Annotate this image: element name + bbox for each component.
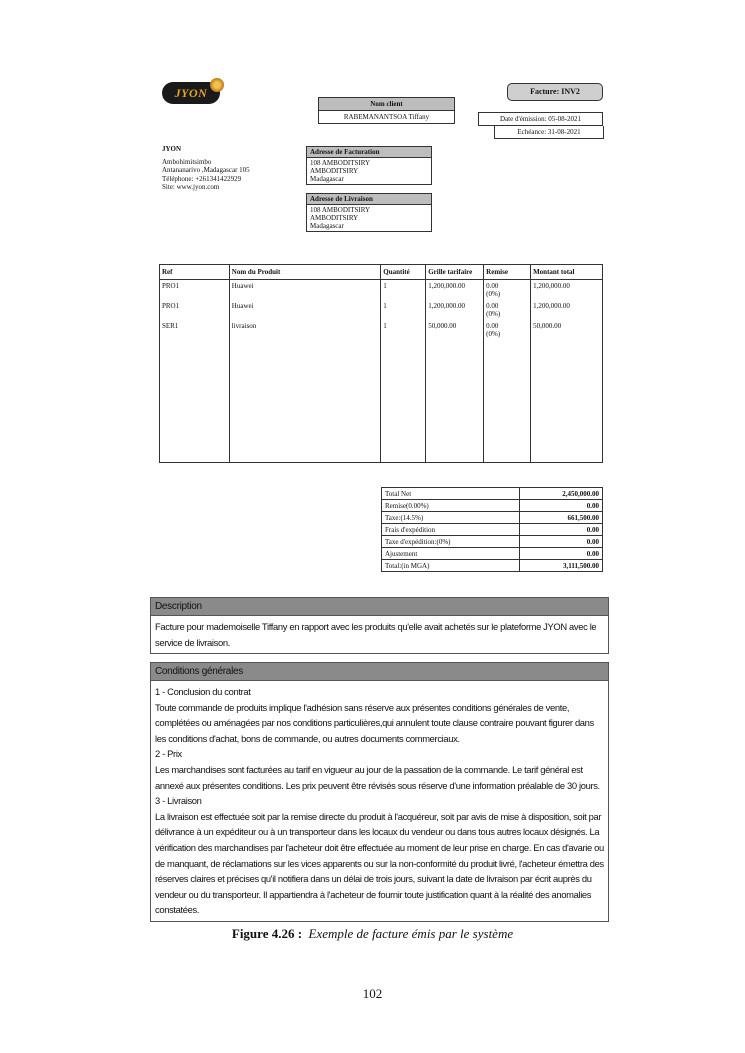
total-row [382, 500, 603, 512]
table-row [160, 300, 603, 320]
total-row [382, 560, 603, 572]
description-text: Facture pour mademoiselle Tiffany en rapport avec les produits qu'elle avait achetés sur le plateforme JYON avec le service de livraison. [155, 621, 597, 648]
conditions-header: Conditions générales [151, 663, 608, 681]
column-header: Montant total [531, 265, 603, 280]
item-qty: 1 [381, 300, 426, 320]
company-line: Antananarivo ,Madagascar 105 [162, 166, 250, 174]
item-total: 1,200,000.00 [531, 280, 603, 301]
total-value: 661,500.00 [519, 512, 602, 524]
item-discount-value: 0.00 [486, 322, 499, 330]
invoice-number-badge: Facture: INV2 [507, 83, 603, 101]
table-filler-row [160, 340, 603, 463]
item-discount-value: 0.00 [486, 282, 499, 290]
item-total: 1,200,000.00 [531, 300, 603, 320]
item-name: Huawei [229, 280, 381, 301]
totals-table [381, 487, 603, 572]
condition-title: 1 - Conclusion du contrat [155, 686, 251, 697]
table-row [160, 320, 603, 340]
item-qty: 1 [381, 320, 426, 340]
total-row [382, 548, 603, 560]
client-name: RABEMANANTSOA Tiffany [343, 113, 430, 121]
item-discount-pct: (0%) [486, 290, 501, 298]
total-value: 0.00 [519, 536, 602, 548]
total-label: Total Net [382, 488, 520, 500]
shipping-address [306, 193, 432, 232]
item-qty: 1 [381, 280, 426, 301]
item-total: 50,000.00 [531, 320, 603, 340]
billing-address [306, 146, 432, 185]
item-price: 1,200,000.00 [426, 280, 484, 301]
condition-title: 3 - Livraison [155, 795, 202, 807]
company-name: JYON [162, 145, 182, 153]
total-label: Frais d'expédition [382, 524, 520, 536]
billing-line: AMBODITSIRY [310, 167, 359, 175]
shipping-header: Adresse de Livraison [307, 194, 431, 205]
total-label: Taxe d'expédition:(0%) [382, 536, 520, 548]
item-ref: PRO1 [160, 280, 230, 301]
company-info [162, 145, 250, 192]
conditions-section [150, 662, 609, 922]
column-header: Grille tarifaire [426, 265, 484, 280]
sun-icon [210, 78, 224, 92]
condition-text: La livraison est effectuée soit par la remise directe du produit à l'acquéreur, soit par avis de mise à disposition, soit par délivrance à un expéditeur ou à un transporteur dans les locaux du vendeur ou dans tous autres locaux désignés. La vérification des marchandises par l'acheteur doit être effectuée au moment de leur prise en charge. En cas d'avarie ou de manquant, de réclamations sur les vices apparents ou sur la non-conformité du produit livré, l'acheteur émettra des réserves claires et précises qu'il notifiera dans un délai de trois jours, suivant la date de livraison par écrit auprès du vendeur ou du transporteur. Il appartiendra à l'acheteur de fournir toute justification quant à la réalité des anomalies constatées. [155, 810, 604, 916]
description-header: Description [151, 598, 608, 616]
column-header: Ref [160, 265, 230, 280]
condition-text: Toute commande de produits implique l'adhésion sans réserve aux présentes conditions générales de vente, complétées ou aménagées par nos conditions particulières,qui annulent toute clause contraire pouvant figurer dans les conditions d'achat, bons de commande, ou autres documents commerciaux. [155, 701, 594, 744]
item-ref: PRO1 [160, 300, 230, 320]
item-ref: SER1 [160, 320, 230, 340]
total-value: 0.00 [519, 548, 602, 560]
company-line: Site: www.jyon.com [162, 183, 220, 191]
total-row [382, 536, 603, 548]
billing-line: Madagascar [310, 175, 344, 183]
billing-header: Adresse de Facturation [307, 147, 431, 158]
client-header: Nom client [319, 98, 454, 111]
item-discount [484, 320, 531, 340]
client-box [318, 97, 455, 124]
item-name: Huawei [229, 300, 381, 320]
invoice-dates [478, 112, 603, 139]
total-value: 0.00 [519, 500, 602, 512]
item-discount-pct: (0%) [486, 310, 501, 318]
item-discount-value: 0.00 [486, 302, 499, 310]
total-label: Ajustement [382, 548, 520, 560]
logo-text: JYON [174, 85, 208, 100]
total-label: Taxe:(14.5%) [382, 512, 520, 524]
item-price: 50,000.00 [426, 320, 484, 340]
figure-caption [0, 926, 745, 942]
due-date: Echéance: 31-08-2021 [494, 126, 604, 139]
items-header-row [160, 265, 603, 280]
column-header: Remise [484, 265, 531, 280]
caption-text: Exemple de facture émis par le système [308, 926, 514, 941]
condition-title: 2 - Prix [155, 748, 182, 760]
company-line: Ambohimitsimbo [162, 157, 212, 166]
total-value: 0.00 [519, 524, 602, 536]
total-row [382, 488, 603, 500]
company-line: Téléphone: +261341422929 [162, 174, 242, 183]
total-row [382, 512, 603, 524]
item-discount [484, 300, 531, 320]
total-label: Total:(in MGA) [382, 560, 520, 572]
caption-label: Figure 4.26 : [231, 926, 303, 941]
condition-text: Les marchandises sont facturées au tarif en vigueur au jour de la passation de la commande. Le tarif général est annexé aux présentes conditions. Les prix peuvent être révisés sous réserve d'une information préalable de 30 jours. [155, 763, 600, 791]
column-header: Nom du Produit [229, 265, 381, 280]
item-discount [484, 280, 531, 301]
shipping-line: 108 AMBODITSIRY [310, 206, 371, 214]
total-value: 3,111,500.00 [519, 560, 602, 572]
page-number: 102 [362, 986, 383, 1001]
table-row [160, 280, 603, 301]
company-logo [162, 82, 220, 104]
item-discount-pct: (0%) [486, 330, 501, 338]
column-header: Quantité [381, 265, 426, 280]
item-price: 1,200,000.00 [426, 300, 484, 320]
issue-date: Date d'émission: 05-08-2021 [478, 112, 603, 126]
item-name: livraison [229, 320, 381, 340]
total-row [382, 524, 603, 536]
shipping-line: AMBODITSIRY [310, 214, 359, 222]
description-section [150, 597, 609, 654]
total-value: 2,450,000.00 [519, 488, 602, 500]
total-label: Remise(0.00%) [382, 500, 520, 512]
items-table [159, 264, 603, 463]
shipping-line: Madagascar [310, 222, 344, 230]
billing-line: 108 AMBODITSIRY [310, 159, 371, 167]
